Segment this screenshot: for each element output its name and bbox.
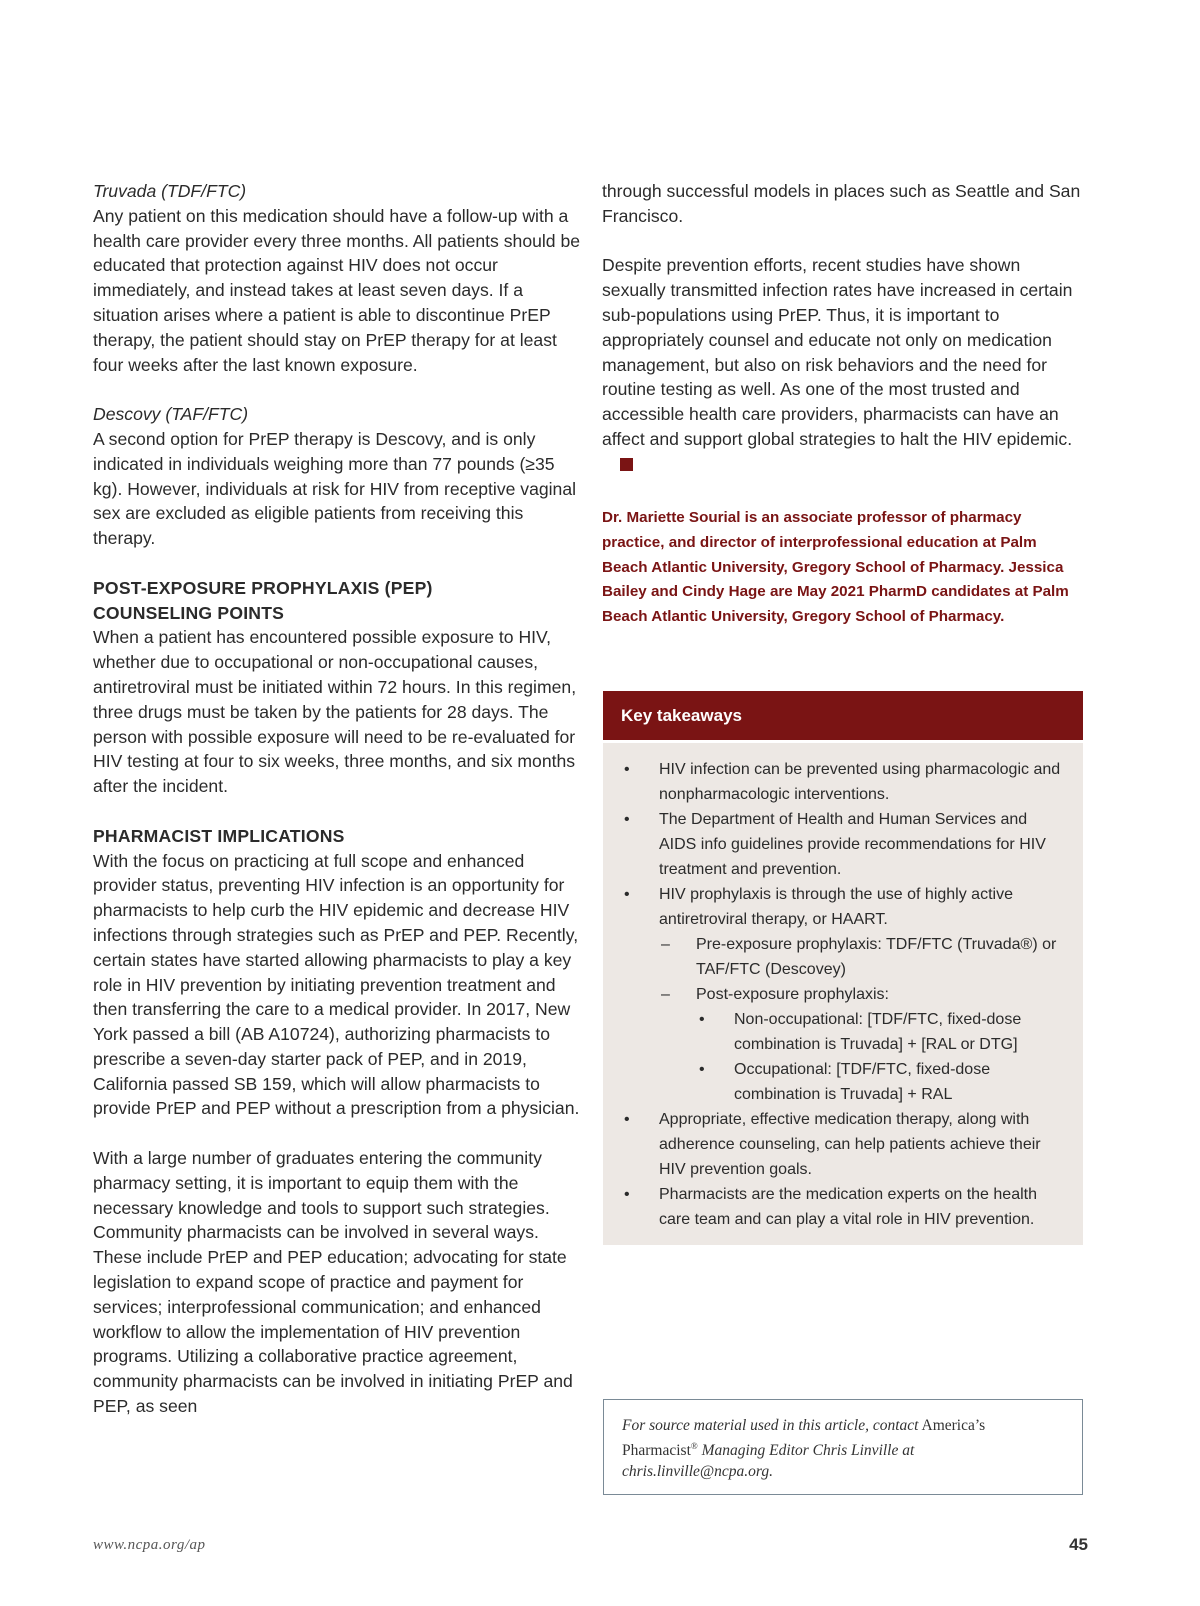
implications-body-2: With a large number of graduates entering the community pharmacy setting, it is important to equip them with the necessary knowledge and tools to support such strategies. Community pharmacists can be involved in several ways. These include PrEP and PEP education; advocating for state legislation to expand scope of practice and payment for services; interprofessional communication; and enhanced workflow to allow the implementation of HIV prevention programs. Utilizing a collaborative practice agreement, community pharmacists can be involved in initiating PrEP and PEP, as seen <box>93 1148 573 1417</box>
source-note-box <box>603 1399 1083 1495</box>
list-item-text: HIV infection can be prevented using pharmacologic and nonpharmacologic interventions. <box>659 761 1061 803</box>
implications-heading: PHARMACIST IMPLICATIONS <box>93 825 345 846</box>
list-subsubitem-text: Occupational: [TDF/FTC, fixed-dose combination is Truvada] + RAL <box>734 1061 991 1103</box>
pep-heading-line1: POST-EXPOSURE PROPHYLAXIS (PEP) <box>93 577 433 598</box>
list-item-text: The Department of Health and Human Services and AIDS info guidelines provide recommendations for HIV treatment and prevention. <box>659 811 1046 878</box>
pep-section <box>93 576 581 799</box>
list-subsubitem <box>603 1007 1067 1057</box>
registered-mark: ® <box>690 1441 698 1451</box>
list-item <box>603 1107 1067 1182</box>
list-item <box>603 807 1067 882</box>
list-subsubitem-text: Non-occupational: [TDF/FTC, fixed-dose combination is Truvada] + [RAL or DTG] <box>734 1011 1022 1053</box>
truvada-body: Any patient on this medication should have a follow-up with a health care provider every three months. All patients should be educated that protection against HIV does not occur immediately, and instead takes at least seven days. If a situation arises where a patient is able to discontinue PrEP therapy, the patient should stay on PrEP therapy for at least four weeks after the last known exposure. <box>93 205 581 375</box>
list-subsubitem <box>603 1057 1067 1107</box>
right-column <box>602 179 1087 477</box>
bullet-icon: • <box>624 1186 630 1203</box>
pep-body: When a patient has encountered possible exposure to HIV, whether due to occupational or non-occupational causes, antiretroviral must be initiated within 72 hours. In this regimen, three drugs must be taken by the patients for 28 days. The person with possible exposure will need to be re-evaluated for HIV testing at four to six weeks, three months, and six months after the incident. <box>93 627 577 797</box>
end-mark-icon <box>620 458 633 471</box>
bullet-icon: • <box>624 811 630 828</box>
list-item-text: Pharmacists are the medication experts on the health care team and can play a vital role in HIV prevention. <box>659 1186 1037 1228</box>
bullet-icon: • <box>699 1011 705 1028</box>
dash-icon: – <box>661 936 670 953</box>
continuation-paragraph: through successful models in places such as Seattle and San Francisco. <box>602 181 1081 226</box>
descovy-subhead: Descovy (TAF/FTC) <box>93 404 249 425</box>
closing-text: Despite prevention efforts, recent studies have shown sexually transmitted infection rates have increased in certain sub-populations using PrEP. Thus, it is important to appropriately counsel and educate not only on medication management, but also on risk behaviors and the need for routine testing as well. As one of the most trusted and accessible health care providers, pharmacists can have an affect and support global strategies to halt the HIV epidemic. <box>602 255 1073 449</box>
truvada-subhead: Truvada (TDF/FTC) <box>93 181 247 201</box>
bullet-icon: • <box>624 761 630 778</box>
source-note-contact: Managing Editor Chris Linville at chris.linville@ncpa.org. <box>622 1442 915 1481</box>
list-item <box>603 1182 1067 1232</box>
truvada-section <box>93 179 581 377</box>
bullet-icon: • <box>699 1061 705 1078</box>
closing-paragraph <box>602 253 1087 476</box>
key-takeaways-list <box>603 743 1083 1232</box>
list-item <box>603 882 1067 932</box>
publication-name: America’s Pharmacist <box>622 1417 986 1460</box>
list-subitem <box>603 982 1067 1007</box>
list-subitem-text: Pre-exposure prophylaxis: TDF/FTC (Truvada®) or TAF/FTC (Descovey) <box>696 936 1057 978</box>
source-note-intro: For source material used in this article, contact <box>622 1417 919 1434</box>
list-item-text: Appropriate, effective medication therapy, along with adherence counseling, can help patients achieve their HIV prevention goals. <box>659 1111 1041 1178</box>
author-bio: Dr. Mariette Sourial is an associate professor of pharmacy practice, and director of interprofessional education at Palm Beach Atlantic University, Gregory School of Pharmacy. Jessica Bailey and Cindy Hage are May 2021 PharmD candidates at Palm Beach Atlantic University, Gregory School of Pharmacy. <box>602 509 1069 626</box>
key-takeaways-box <box>603 691 1083 1245</box>
descovy-section <box>93 402 581 551</box>
list-subitem-text: Post-exposure prophylaxis: <box>696 986 889 1003</box>
page-number: 45 <box>1069 1535 1088 1554</box>
list-item-text: HIV prophylaxis is through the use of highly active antiretroviral therapy, or HAART. <box>659 886 1013 928</box>
list-subitem <box>603 932 1067 982</box>
left-column <box>93 179 581 1419</box>
dash-icon: – <box>661 986 670 1003</box>
bullet-icon: • <box>624 1111 630 1128</box>
bullet-icon: • <box>624 886 630 903</box>
key-takeaways-title: Key takeaways <box>603 691 1083 743</box>
pep-heading-line2: COUNSELING POINTS <box>93 602 285 623</box>
footer-url[interactable]: www.ncpa.org/ap <box>93 1537 206 1553</box>
descovy-body: A second option for PrEP therapy is Descovy, and is only indicated in individuals weighing more than 77 pounds (≥35 kg). However, individuals at risk for HIV from receptive vaginal sex are excluded as eligible patients from receiving this therapy. <box>93 428 577 549</box>
implications-body-1: With the focus on practicing at full scope and enhanced provider status, preventing HIV infection is an opportunity for pharmacists to help curb the HIV epidemic and decrease HIV infections through strategies such as PrEP and PEP. Recently, certain states have started allowing pharmacists to play a key role in HIV prevention by initiating prevention treatment and then transferring the care to a medical provider. In 2017, New York passed a bill (AB A10724), authorizing pharmacists to prescribe a seven-day starter pack of PEP, and in 2019, California passed SB 159, which will allow pharmacists to provide PrEP and PEP without a prescription from a physician. <box>93 850 580 1119</box>
implications-section <box>93 824 581 1122</box>
list-item <box>603 757 1067 807</box>
